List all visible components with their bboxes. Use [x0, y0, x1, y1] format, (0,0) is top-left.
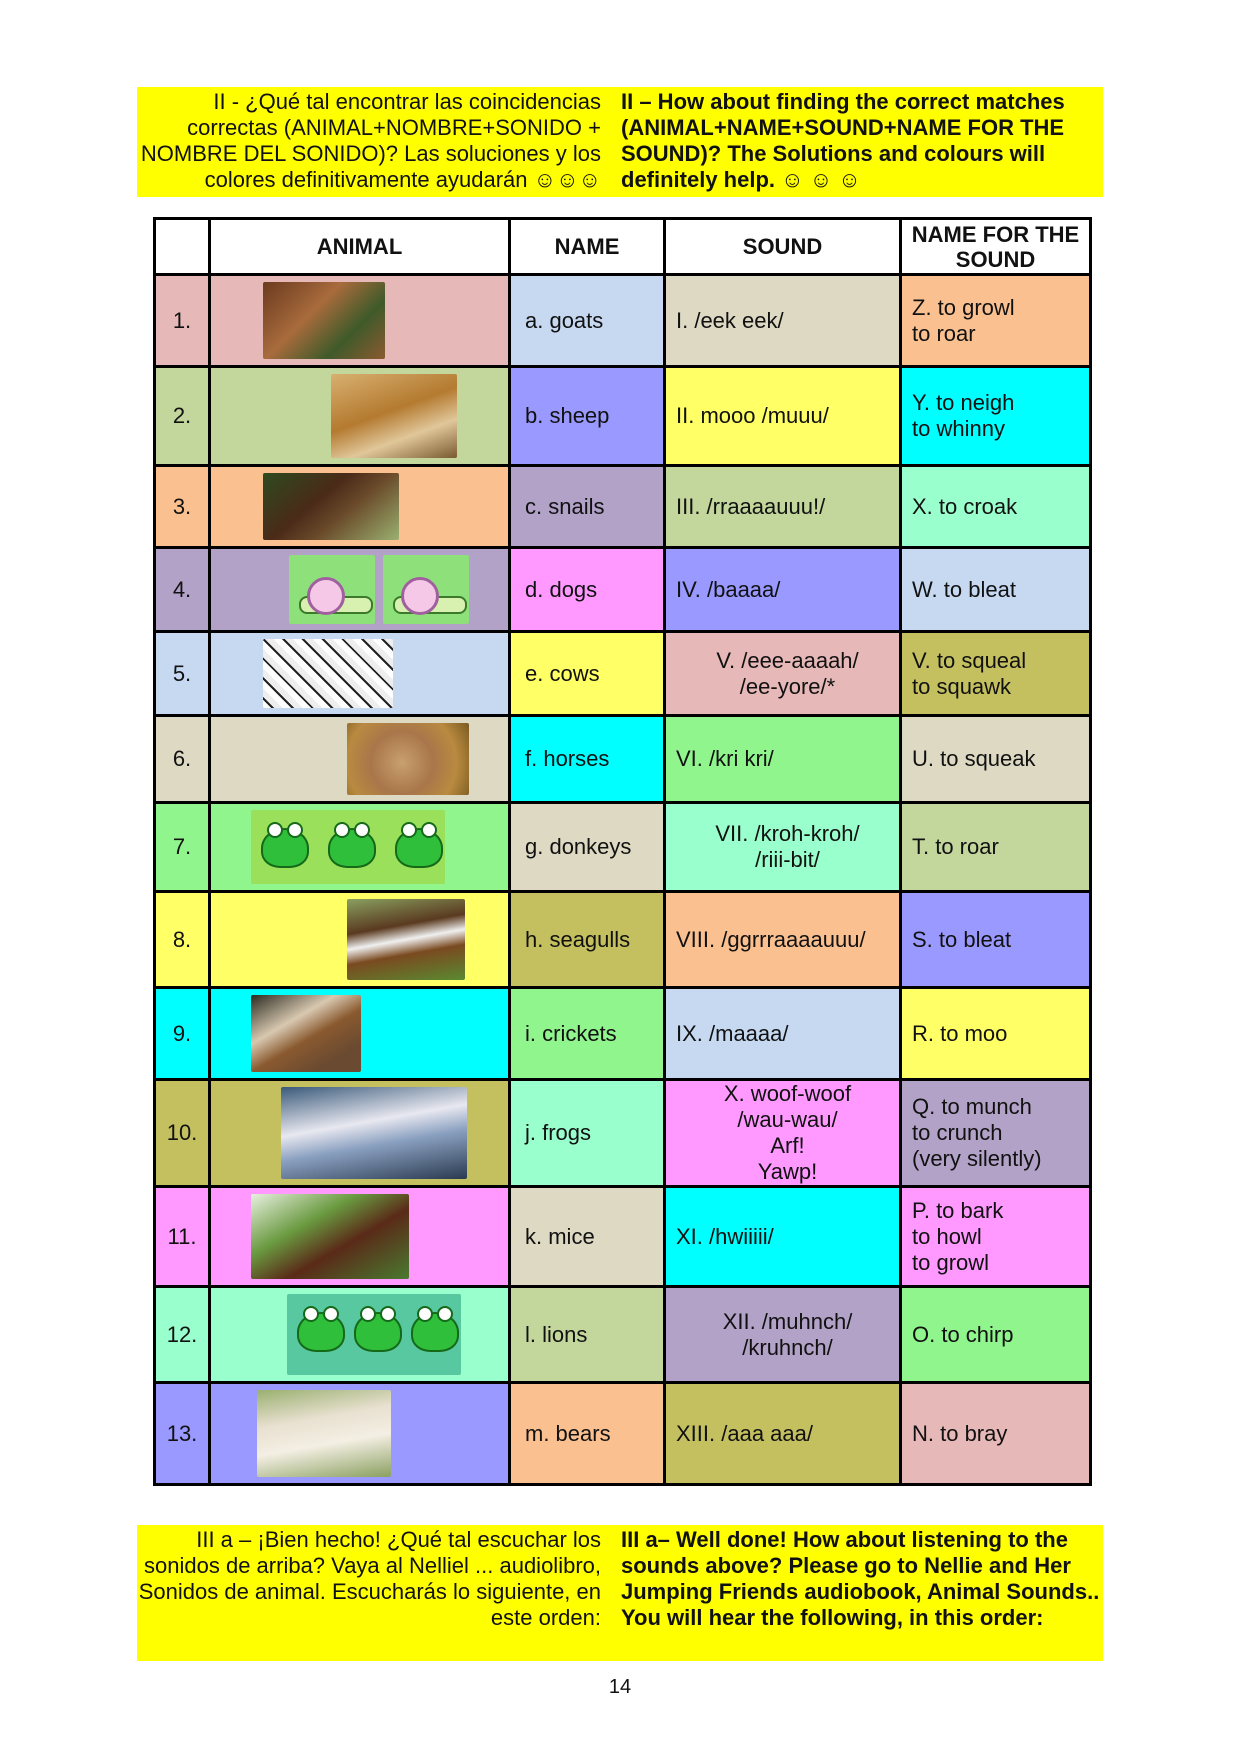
animal-cell	[210, 367, 510, 466]
animal-name: e. cows	[510, 632, 665, 716]
frog-icon	[411, 1312, 459, 1352]
table-row	[155, 716, 1091, 803]
crickets-drawing	[251, 810, 445, 884]
animal-name: a. goats	[510, 275, 665, 367]
seagulls-photo	[281, 1087, 467, 1179]
sheep-photo	[257, 1390, 391, 1477]
sound-text: XI. /hwiiiii/	[665, 1187, 901, 1287]
sound-text: XII. /muhnch/ /kruhnch/	[665, 1287, 901, 1383]
animal-name: b. sheep	[510, 367, 665, 466]
dogs-photo	[251, 1194, 409, 1279]
table-row	[155, 275, 1091, 367]
animal-cell	[210, 803, 510, 892]
outro-banner	[137, 1525, 1103, 1661]
table-row	[155, 1383, 1091, 1485]
sound-text: VI. /kri kri/	[665, 716, 901, 803]
sound-name: V. to squeal to squawk	[901, 632, 1091, 716]
intro-banner	[137, 87, 1103, 197]
row-number: 4.	[155, 548, 210, 632]
header-name: NAME	[510, 219, 665, 275]
row-number: 6.	[155, 716, 210, 803]
sound-name: Z. to growl to roar	[901, 275, 1091, 367]
outro-english: III a– Well done! How about listening to the sounds above? Please go to Nellie and Her Jumping Friends audiobook, Animal Sounds.. You will hear the following, in this order:	[621, 1527, 1100, 1630]
goats-drawing	[263, 639, 393, 708]
horses-photo	[251, 995, 361, 1072]
row-number: 1.	[155, 275, 210, 367]
sound-text: IX. /maaaa/	[665, 988, 901, 1080]
table-row	[155, 367, 1091, 466]
table-row	[155, 1187, 1091, 1287]
header-row	[155, 219, 1091, 275]
animal-cell	[210, 1187, 510, 1287]
animal-cell	[210, 892, 510, 988]
donkeys-photo	[263, 282, 385, 359]
sound-name: S. to bleat	[901, 892, 1091, 988]
sound-name: Y. to neigh to whinny	[901, 367, 1091, 466]
header-number	[155, 219, 210, 275]
animal-name: d. dogs	[510, 548, 665, 632]
cows-photo	[347, 899, 465, 980]
animal-cell	[210, 716, 510, 803]
animal-cell	[210, 1287, 510, 1383]
animal-cell	[210, 988, 510, 1080]
cricket-icon	[328, 828, 376, 868]
cricket-icon	[261, 828, 309, 868]
animal-name: g. donkeys	[510, 803, 665, 892]
table-row	[155, 548, 1091, 632]
bears-photo	[263, 473, 399, 540]
animal-name: m. bears	[510, 1383, 665, 1485]
table-row	[155, 892, 1091, 988]
animal-cell	[210, 275, 510, 367]
sound-text: III. /rraaaauuu!/	[665, 466, 901, 548]
row-number: 5.	[155, 632, 210, 716]
header-sound: SOUND	[665, 219, 901, 275]
animal-name: j. frogs	[510, 1080, 665, 1187]
table-row	[155, 632, 1091, 716]
row-number: 10.	[155, 1080, 210, 1187]
header-animal: ANIMAL	[210, 219, 510, 275]
intro-spanish: II - ¿Qué tal encontrar las coincidencias correctas (ANIMAL+NOMBRE+SONIDO + NOMBRE DEL SONIDO)? Las soluciones y los colores definitivamente ayudarán ☺☺☺	[140, 89, 601, 192]
sound-text: VII. /kroh-kroh/ /riii-bit/	[665, 803, 901, 892]
table-row	[155, 466, 1091, 548]
row-number: 9.	[155, 988, 210, 1080]
row-number: 13.	[155, 1383, 210, 1485]
row-number: 2.	[155, 367, 210, 466]
sound-name: T. to roar	[901, 803, 1091, 892]
outro-spanish: III a – ¡Bien hecho! ¿Qué tal escuchar los sonidos de arriba? Vaya al Nelliel ... audiolibro, Sonidos de animal. Escucharás lo siguiente, en este orden:	[138, 1527, 601, 1630]
animal-cell	[210, 548, 510, 632]
sound-text: I. /eek eek/	[665, 275, 901, 367]
sound-name: N. to bray	[901, 1383, 1091, 1485]
sound-text: VIII. /ggrrraaaauuu/	[665, 892, 901, 988]
animal-cell	[210, 632, 510, 716]
snail-icon	[383, 555, 469, 624]
animal-cell	[210, 1080, 510, 1187]
table-row	[155, 988, 1091, 1080]
cricket-icon	[395, 828, 443, 868]
animal-name: h. seagulls	[510, 892, 665, 988]
sound-name: X. to croak	[901, 466, 1091, 548]
sound-name: R. to moo	[901, 988, 1091, 1080]
sound-name: Q. to munch to crunch (very silently)	[901, 1080, 1091, 1187]
sound-text: IV. /baaaa/	[665, 548, 901, 632]
table-row	[155, 1080, 1091, 1187]
intro-english: II – How about finding the correct matches (ANIMAL+NAME+SOUND+NAME FOR THE SOUND)? The Solutions and colours will definitely help. ☺ ☺ ☺	[621, 89, 1065, 192]
table-row	[155, 803, 1091, 892]
snail-icon	[289, 555, 375, 624]
sound-text: V. /eee-aaaah/ /ee-yore/*	[665, 632, 901, 716]
page-number: 14	[608, 1676, 632, 1698]
sound-name: P. to bark to howl to growl	[901, 1187, 1091, 1287]
frog-icon	[297, 1312, 345, 1352]
animal-name: i. crickets	[510, 988, 665, 1080]
header-name-for-sound: NAME FOR THE SOUND	[901, 219, 1091, 275]
sound-name: W. to bleat	[901, 548, 1091, 632]
row-number: 8.	[155, 892, 210, 988]
animal-cell	[210, 466, 510, 548]
row-number: 7.	[155, 803, 210, 892]
table-row	[155, 1287, 1091, 1383]
animal-name: l. lions	[510, 1287, 665, 1383]
frog-icon	[354, 1312, 402, 1352]
row-number: 3.	[155, 466, 210, 548]
sound-text: XIII. /aaa aaa/	[665, 1383, 901, 1485]
animal-name: f. horses	[510, 716, 665, 803]
row-number: 12.	[155, 1287, 210, 1383]
row-number: 11.	[155, 1187, 210, 1287]
sound-name: O. to chirp	[901, 1287, 1091, 1383]
sound-name: U. to squeak	[901, 716, 1091, 803]
animal-name: c. snails	[510, 466, 665, 548]
mice-photo	[347, 723, 469, 795]
snails-drawing	[289, 555, 469, 624]
lions-photo	[331, 374, 457, 458]
sound-text: X. woof-woof /wau-wau/ Arf! Yawp!	[665, 1080, 901, 1187]
animal-name: k. mice	[510, 1187, 665, 1287]
animal-cell	[210, 1383, 510, 1485]
matching-table	[153, 217, 1092, 1486]
sound-text: II. mooo /muuu/	[665, 367, 901, 466]
frogs-drawing	[287, 1294, 461, 1375]
